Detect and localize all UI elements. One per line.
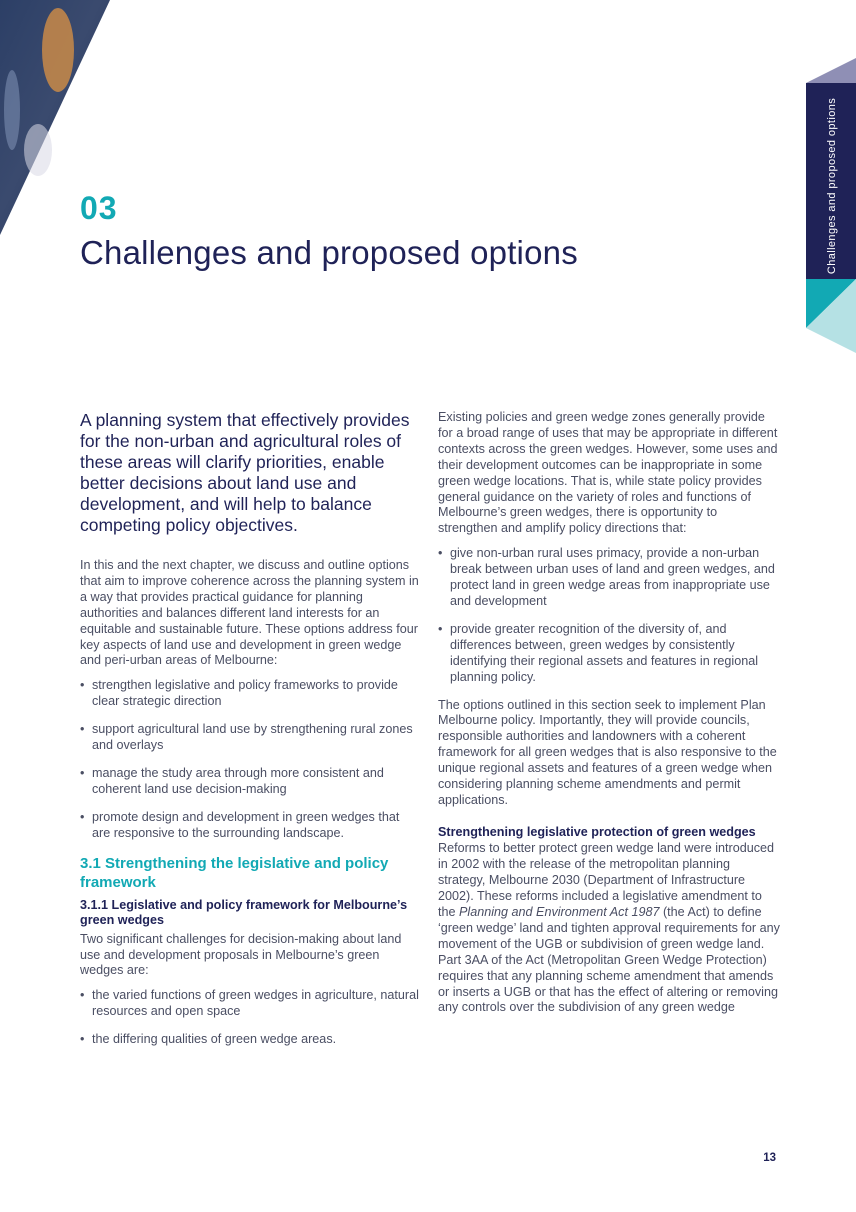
act-title: Planning and Environment Act 1987 <box>459 904 660 919</box>
legislative-protection-heading: Strengthening legislative protection of green wedges <box>438 824 756 839</box>
left-column <box>80 410 420 1060</box>
list-item: • strengthen legislative and policy frameworks to provide clear strategic direction <box>80 678 398 709</box>
reforms-paragraph: Reforms to better protect green wedge land were introduced in 2002 with the release of the metropolitan planning strategy, Melbourne 2030 (Department of Infrastructure 2002). These reforms included a legislative amendment to the Planning and Environment Act 1987 (the Act) to define ‘green wedge’ land and tighten approval requirements for any movement of the UGB or subdivision of green wedge land. Part 3AA of the Act (Metropolitan Green Wedge Protection) requires that any planning scheme amendment that amends or inserts a UGB or that has the effect of altering or removing any controls over the subdivision of any green wedge <box>438 841 780 1015</box>
policy-directions-list <box>438 546 780 685</box>
challenges-list <box>80 988 420 1048</box>
list-item: • give non-urban rural uses primacy, provide a non-urban break between urban uses of land and green wedges, and protect land in green wedge areas from inappropriate use and development <box>438 546 775 608</box>
options-paragraph: The options outlined in this section seek to implement Plan Melbourne policy. Importantly, they will provide councils, responsible authorities and landowners with a coherent framework for all green wedges that is also responsive to the unique regional assets and features of a green wedge when considering planning scheme amendments and permit applications. <box>438 697 777 807</box>
side-tab-label <box>808 97 856 275</box>
list-item: • provide greater recognition of the diversity of, and differences between, green wedges by consistently identifying their regional assets and features in regional planning policy. <box>438 621 759 684</box>
aspects-list <box>80 678 420 841</box>
section-heading: 3.1 Strengthening the legislative and policy framework <box>80 854 389 891</box>
intro-paragraph: In this and the next chapter, we discuss and outline options that aim to improve coherence across the planning system in a way that provides practical guidance for planning authorities and balances different land interests for an equitable and sustainable future. These options address four key aspects of land use and development in green wedge and peri-urban areas of Melbourne: <box>80 558 419 668</box>
side-tab-text: Challenges and proposed options <box>826 97 838 275</box>
subsection-intro: Two significant challenges for decision-making about land use and development proposals in Melbourne’s green wedges are: <box>80 931 402 978</box>
lead-paragraph: A planning system that effectively provides for the non-urban and agricultural roles of these areas will clarify priorities, enable better decisions about land use and development, and will help to balance competing policy objectives. <box>80 410 410 535</box>
list-item: • promote design and development in green wedges that are responsive to the surrounding landscape. <box>80 809 400 840</box>
list-item: • the differing qualities of green wedge areas. <box>80 1032 337 1047</box>
list-item: • manage the study area through more consistent and coherent land use decision-making <box>80 765 384 796</box>
subsection-heading: 3.1.1 Legislative and policy framework for Melbourne’s green wedges <box>80 897 408 928</box>
list-item: • the varied functions of green wedges in agriculture, natural resources and open space <box>80 988 419 1019</box>
chapter-title: Challenges and proposed options <box>80 234 578 271</box>
list-item: • support agricultural land use by strengthening rural zones and overlays <box>80 722 413 753</box>
page-number: 13 <box>763 1152 776 1164</box>
chapter-number: 03 <box>80 190 118 226</box>
policy-paragraph: Existing policies and green wedge zones generally provide for a broad range of uses that may be appropriate in different contexts across the green wedges. However, some uses and their development outcomes can be inappropriate in some green wedge locations. That is, while state policy provides general guidance on the variety of roles and functions of Melbourne’s green wedges, there is opportunity to strengthen and amplify policy directions that: <box>438 410 778 536</box>
right-column <box>438 410 780 1025</box>
